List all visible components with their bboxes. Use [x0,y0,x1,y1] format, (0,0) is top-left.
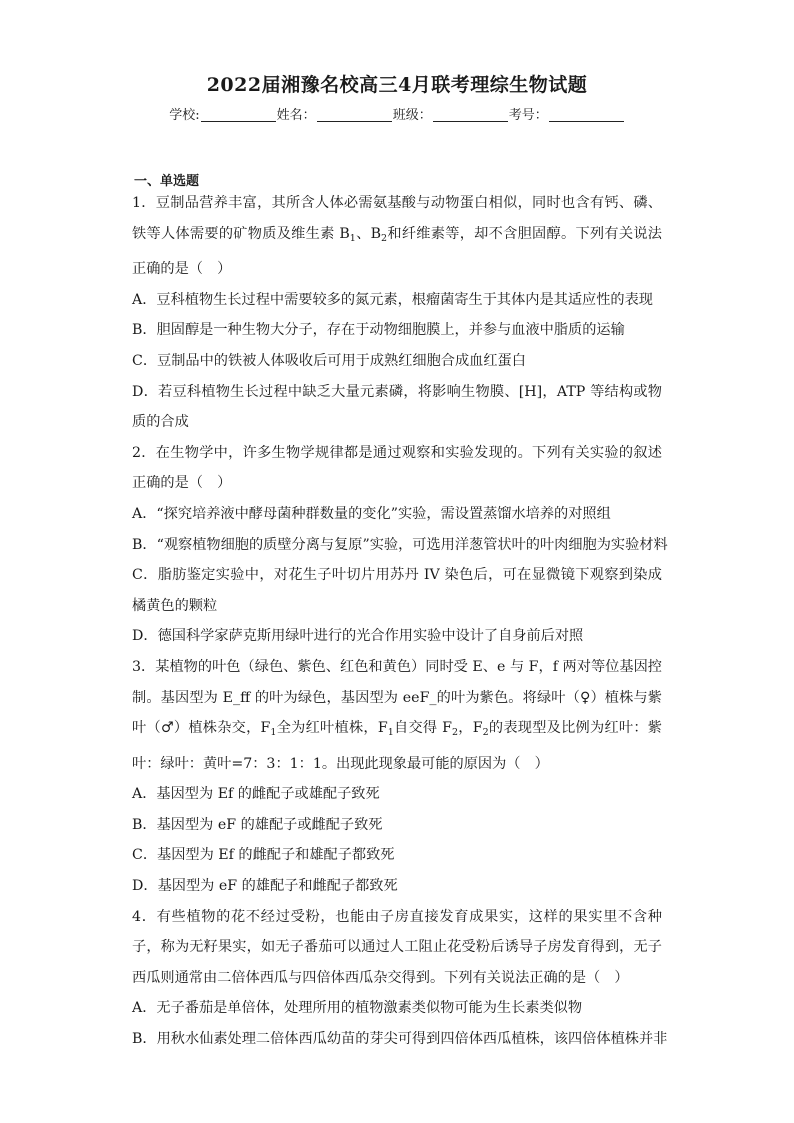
question-2-stem: 2．在生物学中，许多生物学规律都是通过观察和实验发现的。下列有关实验的叙述正确的是（ ） [132,444,662,492]
question-2-option-a: A．“探究培养液中酵母菌种群数量的变化”实验，需设置蒸馏水培养的对照组 [132,505,611,522]
question-4-option-b: B．用秋水仙素处理二倍体西瓜幼苗的芽尖可得到四倍体西瓜植株，该四倍体植株并非 [132,1031,668,1048]
name-blank[interactable] [317,107,392,122]
question-2-option-c: C．脂肪鉴定实验中，对花生子叶切片用苏丹 IV 染色后，可在显微镜下观察到染成橘黄色的颗粒 [132,567,662,614]
question-3-option-b: B．基因型为 eF 的雄配子或雌配子致死 [132,816,383,833]
student-info-line [0,104,794,123]
school-blank[interactable] [201,107,276,122]
question-3-option-c: C．基因型为 Ef 的雌配子和雄配子都致死 [132,847,395,864]
question-2-option-b: B．“观察植物细胞的质壁分离与复原”实验，可选用洋葱管状叶的叶肉细胞为实验材料 [132,536,668,553]
exam-number-label: 考号： [508,108,548,123]
question-4-stem: 4．有些植物的花不经过受粉，也能由子房直接发育成果实，这样的果实里不含种子，称为无籽果实，如无子番茄可以通过人工阻止花受粉后诱导子房发育得到，无子西瓜则通常由二倍体西瓜与四倍体西瓜杂交得到。下列有关说法正确的是（ ） [132,908,662,986]
question-3-option-d: D．基因型为 eF 的雄配子和雌配子都致死 [132,878,398,895]
name-label: 姓名： [276,108,316,123]
question-4-option-a: A．无子番茄是单倍体，处理所用的植物激素类似物可能为生长素类似物 [132,1000,583,1017]
question-1-option-c: C．豆制品中的铁被人体吸收后可用于成熟红细胞合成血红蛋白 [132,352,526,369]
question-1-option-b: B．胆固醇是一种生物大分子，存在于动物细胞膜上，并参与血液中脂质的运输 [132,322,625,339]
class-label: 班级： [392,108,432,123]
question-list [132,188,668,1055]
question-2-option-d: D．德国科学家萨克斯用绿叶进行的光合作用实验中设计了自身前后对照 [132,628,584,645]
question-1-stem: 1．豆制品营养丰富，其所含人体必需氨基酸与动物蛋白相似，同时也含有钙、磷、铁等人体需要的矿物质及维生素 $B_1$、$B_2$和纤维素等，却不含胆固醇。下列有关说法正确的是（ ） [132,195,662,278]
question-1-option-a: A．豆科植物生长过程中需要较多的氮元素，根瘤菌寄生于其体内是其适应性的表现 [132,291,653,308]
class-blank[interactable] [433,107,508,122]
exam-title: 2022届湘豫名校高三4月联考理综生物试题 [206,74,588,96]
section-heading: 一、单选题 [134,174,200,189]
question-3-option-a: A．基因型为 Ef 的雌配子或雄配子致死 [132,786,380,803]
question-1-option-d: D．若豆科植物生长过程中缺乏大量元素磷，将影响生物膜、[H]，ATP 等结构或物质的合成 [132,383,662,431]
school-label: 学校: [169,108,200,123]
question-3-stem: 3．某植物的叶色（绿色、紫色、红色和黄色）同时受 E、e 与 F，f 两对等位基因控制。基因型为 E_ff 的叶为绿色，基因型为 eeF_的叶为紫色。将绿叶（♀）植株与紫叶（♂）植株杂交，$F_1$全为红叶植株，$F_1$自交得 $F_2$，$F_2$的表现型及比例为红叶：紫叶：绿叶：黄叶=7：3：1：1。出现此现象最可能的原因为（ ） [132,658,662,772]
exam-number-blank[interactable] [549,107,624,122]
